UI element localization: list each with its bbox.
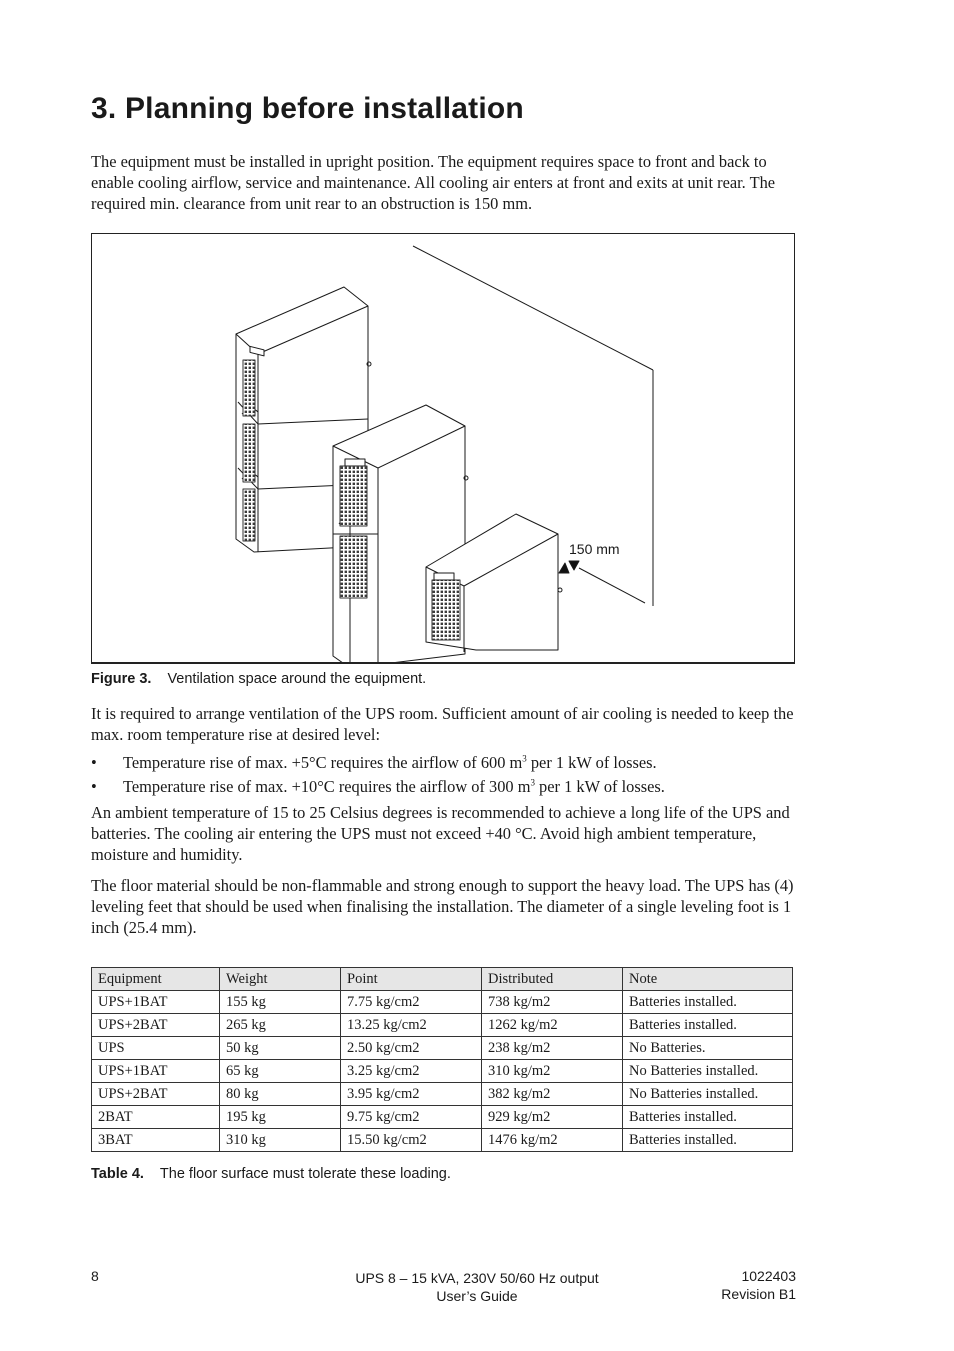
- table-cell: Batteries installed.: [623, 1129, 793, 1152]
- table-cell: 382 kg/m2: [482, 1083, 623, 1106]
- table-cell: 2BAT: [92, 1106, 220, 1129]
- figure-caption-text: Ventilation space around the equipment.: [167, 671, 427, 687]
- table-cell: 1476 kg/m2: [482, 1129, 623, 1152]
- table-cell: 3.95 kg/cm2: [341, 1083, 482, 1106]
- table-cell: UPS: [92, 1037, 220, 1060]
- airflow-bullet: • Temperature rise of max. +5°C requires the airflow of 600 $m^3$ per 1 kW of losses.: [91, 751, 797, 775]
- table-header-cell: Distributed: [482, 968, 623, 991]
- table-cell: 2.50 kg/cm2: [341, 1037, 482, 1060]
- table-header-cell: Weight: [220, 968, 341, 991]
- table-cell: 50 kg: [220, 1037, 341, 1060]
- table-header-cell: Equipment: [92, 968, 220, 991]
- ventilation-figure: [91, 233, 795, 664]
- table-cell: No Batteries installed.: [623, 1083, 793, 1106]
- table-cell: 80 kg: [220, 1083, 341, 1106]
- table-row: [92, 1037, 793, 1060]
- footer-document-title: UPS 8 – 15 kVA, 230V 50/60 Hz output User’s Guide: [355, 1270, 599, 1304]
- table-row: [92, 1106, 793, 1129]
- airflow-bullet: • Temperature rise of max. +10°C requires the airflow of 300 $m^3$ per 1 kW of losses.: [91, 775, 797, 799]
- clearance-label: 150 mm: [569, 541, 620, 557]
- clearance-dimension-arrows: [559, 561, 645, 603]
- table-cell: 310 kg: [220, 1129, 341, 1152]
- table-cell: 195 kg: [220, 1106, 341, 1129]
- page-number: 8: [91, 1268, 99, 1284]
- table-cell: 3.25 kg/cm2: [341, 1060, 482, 1083]
- table-caption-text: The floor surface must tolerate these loading.: [159, 1166, 451, 1182]
- table-row: [92, 1083, 793, 1106]
- table-cell: No Batteries installed.: [623, 1060, 793, 1083]
- table-cell: 265 kg: [220, 1014, 341, 1037]
- table-cell: UPS+2BAT: [92, 1083, 220, 1106]
- intro-paragraph: The equipment must be installed in upright position. The equipment requires space to front and back to enable cooling airflow, service and maintenance. All cooling air enters at front and exits at unit rear. The required min. clearance from unit rear to an obstruction is 150 mm.: [91, 152, 776, 213]
- table-cell: UPS+1BAT: [92, 991, 220, 1014]
- table-cell: Batteries installed.: [623, 1106, 793, 1129]
- floor-paragraph: The floor material should be non-flammable and strong enough to support the heavy load. The UPS has (4) leveling feet that should be used when finalising the installation. The diameter of a single leveling foot is 1 inch (25.4 mm).: [91, 876, 794, 937]
- table-header-cell: Note: [623, 968, 793, 991]
- footer-revision: 1022403 Revision B1: [721, 1268, 796, 1302]
- table-row: [92, 1060, 793, 1083]
- table-cell: 929 kg/m2: [482, 1106, 623, 1129]
- table-cell: 238 kg/m2: [482, 1037, 623, 1060]
- table-cell: 13.25 kg/cm2: [341, 1014, 482, 1037]
- table-cell: Batteries installed.: [623, 991, 793, 1014]
- table-cell: 15.50 kg/cm2: [341, 1129, 482, 1152]
- table-row: [92, 991, 793, 1014]
- table-cell: UPS+1BAT: [92, 1060, 220, 1083]
- table-cell: 65 kg: [220, 1060, 341, 1083]
- airflow-bullet-list: [91, 751, 797, 799]
- table-cell: 738 kg/m2: [482, 991, 623, 1014]
- table-header-row: [92, 968, 793, 991]
- table-caption-label: Table 4.: [91, 1166, 144, 1182]
- table-row: [92, 1014, 793, 1037]
- table-header-cell: Point: [341, 968, 482, 991]
- ups-clearance-drawing: [92, 234, 794, 662]
- ventilation-paragraph: It is required to arrange ventilation of the UPS room. Sufficient amount of air cooling is needed to keep the max. room temperature rise at desired level:: [91, 704, 794, 744]
- ambient-paragraph: An ambient temperature of 15 to 25 Celsius degrees is recommended to achieve a long life of the UPS and batteries. The cooling air entering the UPS must not exceed +40 °C. Avoid high ambient temperature, moisture and humidity.: [91, 803, 790, 864]
- table-cell: 1262 kg/m2: [482, 1014, 623, 1037]
- table-cell: UPS+2BAT: [92, 1014, 220, 1037]
- table-cell: 7.75 kg/cm2: [341, 991, 482, 1014]
- figure-caption: [91, 671, 426, 687]
- table-cell: No Batteries.: [623, 1037, 793, 1060]
- table-cell: 3BAT: [92, 1129, 220, 1152]
- table-caption: [91, 1166, 451, 1182]
- figure-caption-label: Figure 3.: [91, 671, 152, 687]
- floor-load-table: [91, 967, 793, 1152]
- page-title: 3. Planning before installation: [91, 92, 524, 125]
- table-cell: 155 kg: [220, 991, 341, 1014]
- table-cell: 9.75 kg/cm2: [341, 1106, 482, 1129]
- table-cell: 310 kg/m2: [482, 1060, 623, 1083]
- table-row: [92, 1129, 793, 1152]
- table-cell: Batteries installed.: [623, 1014, 793, 1037]
